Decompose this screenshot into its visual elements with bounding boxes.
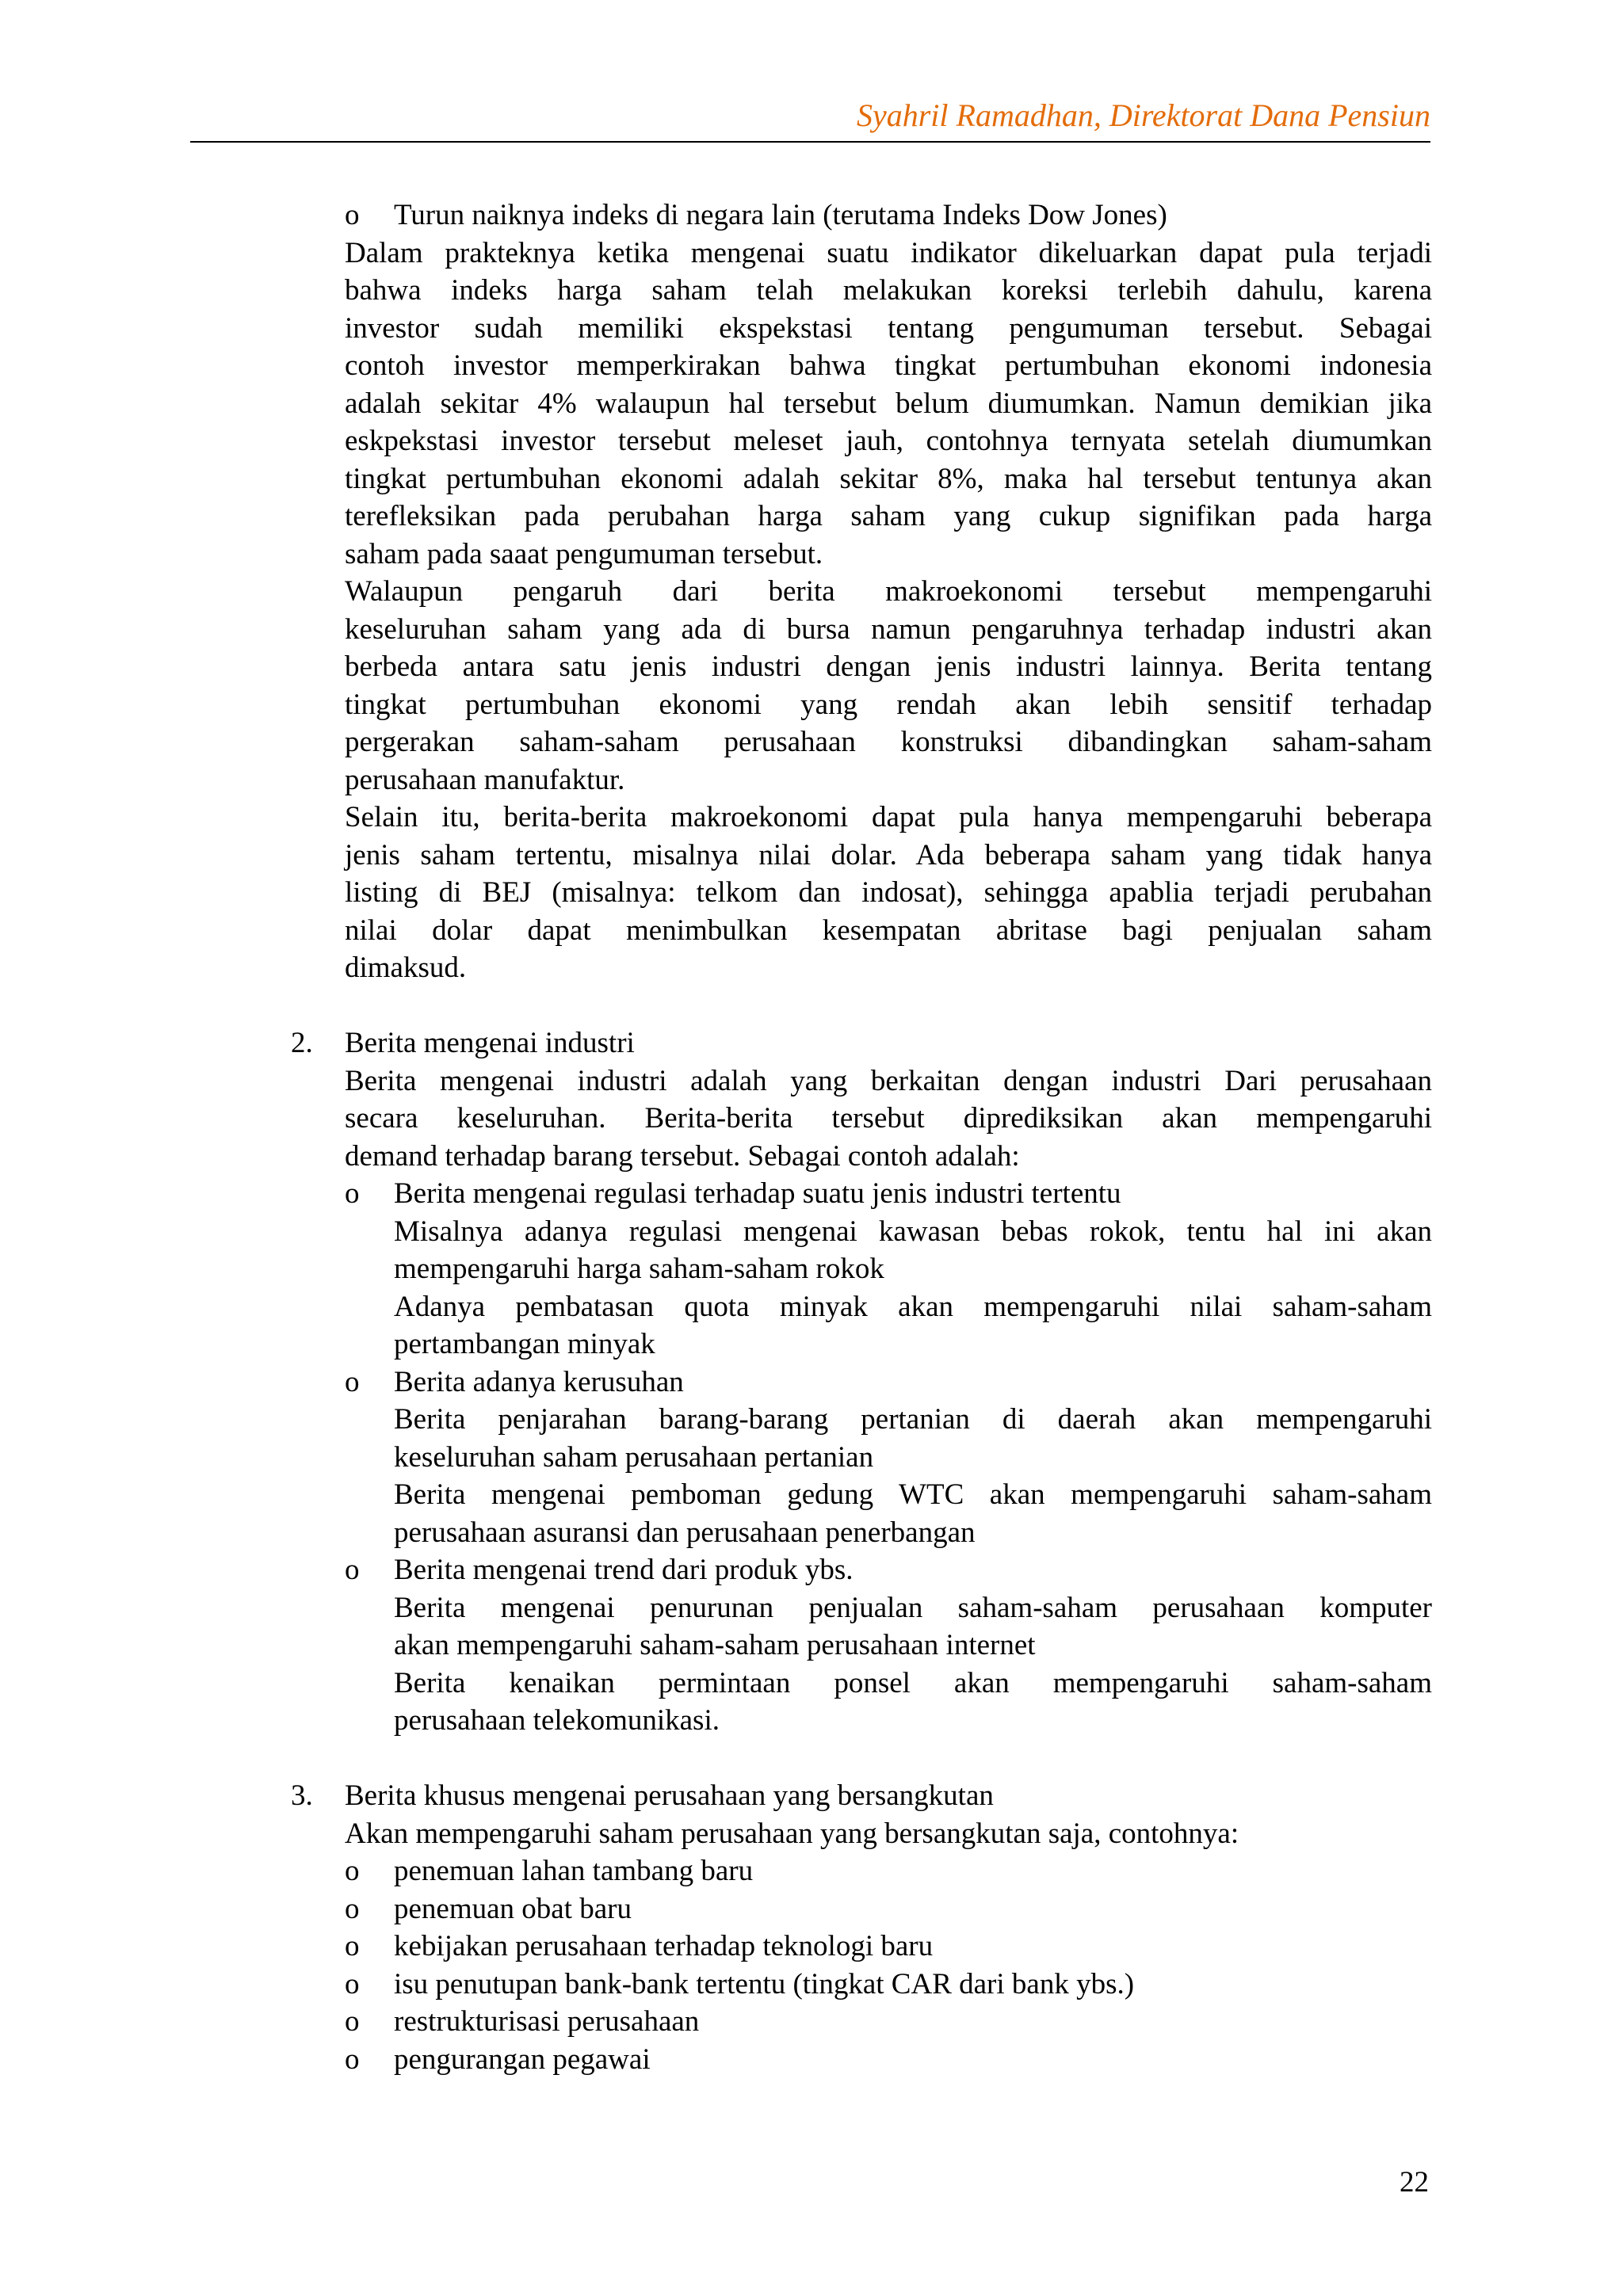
list-item (291, 1551, 1432, 1589)
paragraph-dollar (291, 799, 1432, 987)
list-item-example (291, 1476, 1432, 1551)
paragraph-line: saham pada saaat pengumuman tersebut. (345, 537, 823, 570)
paragraph-line: listing di BEJ (misalnya: telkom dan indosat), sehingga apablia terjadi perubahan (345, 876, 1432, 909)
list-item (291, 2003, 1432, 2041)
list-item (291, 2041, 1432, 2079)
paragraph-line: eskpekstasi investor tersebut meleset jauh, contohnya ternyata setelah diumumkan (345, 425, 1432, 457)
paragraph-line: berbeda antara satu jenis industri dengan jenis industri lainnya. Berita tentang (345, 650, 1432, 683)
list-item-example (291, 1213, 1432, 1288)
section-number: 3. (291, 1779, 313, 1812)
bullet-marker: o (345, 2005, 360, 2038)
spacer (291, 987, 1432, 1025)
bullet-marker: o (345, 1177, 360, 1210)
paragraph-line: keseluruhan saham yang ada di bursa namun pengaruhnya terhadap industri akan (345, 612, 1432, 646)
paragraph-line: Berita mengenai penurunan penjualan saham-saham perusahaan komputer (394, 1591, 1432, 1624)
list-item-title: Berita adanya kerusuhan (394, 1365, 684, 1398)
list-item-example (291, 1665, 1432, 1740)
list-item (291, 1852, 1432, 1890)
paragraph-line: keseluruhan saham perusahaan pertanian (394, 1440, 874, 1474)
bullet-marker: o (345, 1554, 360, 1586)
bullet-marker: o (345, 2042, 360, 2076)
paragraph-line: jenis saham tertentu, misalnya nilai dolar. Ada beberapa saham yang tidak hanya (345, 838, 1432, 871)
section-title: Berita khusus mengenai perusahaan yang bersangkutan (345, 1779, 994, 1812)
paragraph-line: adalah sekitar 4% walaupun hal tersebut belum diumumkan. Namun demikian jika (345, 387, 1432, 420)
list-item (291, 1175, 1432, 1213)
spacer (291, 1740, 1432, 1778)
bullet-marker: o (345, 1892, 360, 1925)
intro-bullet (291, 196, 1432, 235)
paragraph-line: Berita kenaikan permintaan ponsel akan mempengaruhi saham-saham (394, 1666, 1432, 1699)
list-item (291, 1928, 1432, 1966)
document-body (291, 196, 1432, 2078)
paragraph-macro-impact (291, 573, 1432, 799)
paragraph-line: bahwa indeks harga saham telah melakukan koreksi terlebih dahulu, karena (345, 274, 1432, 307)
paragraph-line: tingkat pertumbuhan ekonomi yang rendah akan lebih sensitif terhadap (345, 688, 1432, 721)
list-item-example (291, 1401, 1432, 1476)
bullet-marker: o (345, 1365, 360, 1398)
list-item-text: kebijakan perusahaan terhadap teknologi baru (394, 1930, 934, 1962)
intro-bullet-text: Turun naiknya indeks di negara lain (terutama Indeks Dow Jones) (394, 199, 1167, 231)
paragraph-line: perusahaan manufaktur. (345, 763, 625, 796)
section-2-heading (291, 1024, 1432, 1062)
section-3-heading (291, 1777, 1432, 1815)
paragraph-line: pertambangan minyak (394, 1328, 655, 1360)
paragraph-line: contoh investor memperkirakan bahwa tingkat pertumbuhan ekonomi indonesia (345, 349, 1432, 382)
paragraph-line: demand terhadap barang tersebut. Sebagai contoh adalah: (345, 1139, 1020, 1173)
paragraph-line: investor sudah memiliki ekspekstasi tentang pengumuman tersebut. Sebagai (345, 311, 1432, 345)
bullet-marker: o (345, 199, 360, 231)
list-item-example (291, 1288, 1432, 1363)
page-header (190, 93, 1430, 143)
list-item (291, 1890, 1432, 1928)
paragraph-line: pergerakan saham-saham perusahaan konstruksi dibandingkan saham-saham (345, 726, 1432, 758)
paragraph-line: Berita mengenai pemboman gedung WTC akan mempengaruhi saham-saham (394, 1478, 1432, 1511)
paragraph-line: secara keseluruhan. Berita-berita tersebut diprediksikan akan mempengaruhi (345, 1102, 1432, 1135)
paragraph-line: Walaupun pengaruh dari berita makroekonomi tersebut mempengaruhi (345, 575, 1432, 608)
bullet-marker: o (345, 1967, 360, 2000)
section-number: 2. (291, 1027, 313, 1059)
paragraph-line: Adanya pembatasan quota minyak akan mempengaruhi nilai saham-saham (394, 1290, 1432, 1323)
list-item (291, 1966, 1432, 2004)
list-item-title: Berita mengenai trend dari produk ybs. (394, 1554, 854, 1586)
bullet-marker: o (345, 1930, 360, 1962)
list-item-text: penemuan obat baru (394, 1892, 632, 1925)
paragraph-line: perusahaan asuransi dan perusahaan penerbangan (394, 1516, 976, 1549)
paragraph-line: akan mempengaruhi saham-saham perusahaan internet (394, 1629, 1036, 1661)
paragraph-line: tingkat pertumbuhan ekonomi adalah sekitar 8%, maka hal tersebut tentunya akan (345, 462, 1432, 495)
paragraph-line: nilai dolar dapat menimbulkan kesempatan abritase bagi penjualan saham (345, 913, 1432, 947)
list-item (291, 1363, 1432, 1402)
paragraph-line: terefleksikan pada perubahan harga saham yang cukup signifikan pada harga (345, 500, 1432, 532)
paragraph-line: perusahaan telekomunikasi. (394, 1704, 720, 1737)
paragraph-line: Berita penjarahan barang-barang pertanian di daerah akan mempengaruhi (394, 1403, 1432, 1436)
paragraph-line: Dalam prakteknya ketika mengenai suatu indikator dikeluarkan dapat pula terjadi (345, 236, 1432, 269)
paragraph-line: Selain itu, berita-berita makroekonomi dapat pula hanya mempengaruhi beberapa (345, 801, 1432, 833)
list-item-text: restrukturisasi perusahaan (394, 2005, 700, 2038)
paragraph-expectation (291, 235, 1432, 574)
page-number: 22 (1400, 2166, 1429, 2199)
paragraph-line: dimaksud. (345, 952, 467, 984)
header-author-text: Syahril Ramadhan, Direktorat Dana Pensiun (856, 97, 1430, 133)
list-item-text: isu penutupan bank-bank tertentu (tingkat CAR dari bank ybs.) (394, 1967, 1135, 2000)
bullet-marker: o (345, 1855, 360, 1887)
list-item-example (291, 1589, 1432, 1665)
section-title: Berita mengenai industri (345, 1027, 635, 1059)
paragraph-line: Misalnya adanya regulasi mengenai kawasan bebas rokok, tentu hal ini akan (394, 1215, 1432, 1248)
list-item-text: pengurangan pegawai (394, 2042, 651, 2076)
section-2-intro (291, 1062, 1432, 1176)
list-item-title: Berita mengenai regulasi terhadap suatu jenis industri tertentu (394, 1177, 1121, 1210)
paragraph-line: Berita mengenai industri adalah yang berkaitan dengan industri Dari perusahaan (345, 1064, 1432, 1097)
list-item-text: penemuan lahan tambang baru (394, 1855, 754, 1887)
section-3-intro: Akan mempengaruhi saham perusahaan yang bersangkutan saja, contohnya: (345, 1817, 1239, 1850)
paragraph-line: mempengaruhi harga saham-saham rokok (394, 1253, 884, 1285)
